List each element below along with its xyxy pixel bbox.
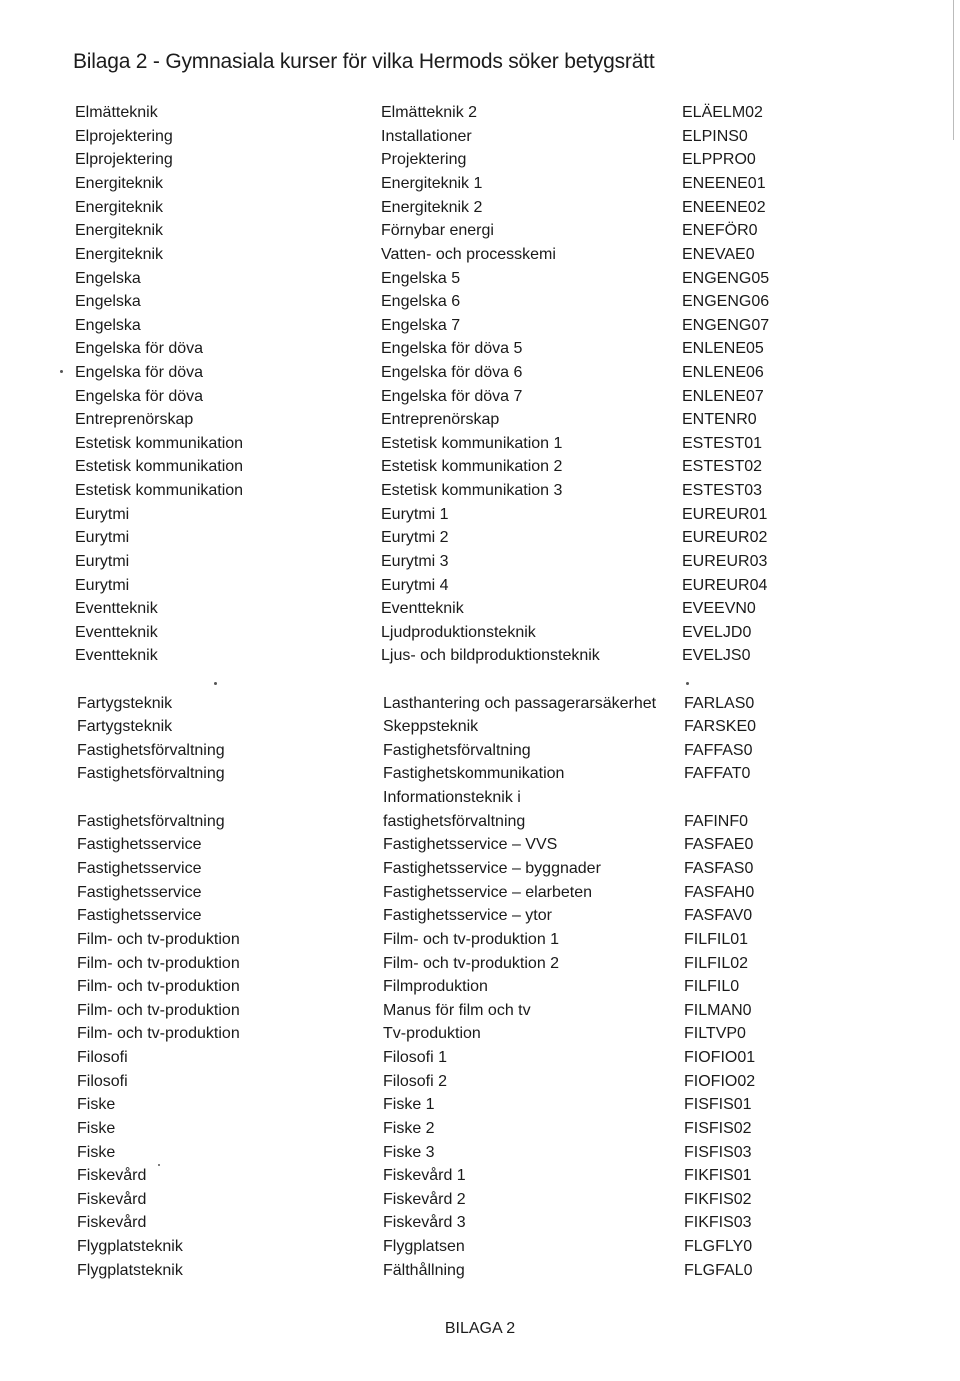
subject-name: Fastighetsförvaltning [77,813,225,830]
subject-name: Engelska för döva [75,364,204,381]
subject-name: Engelska [75,317,141,334]
subject-name: Estetisk kommunikation [75,482,244,499]
subject-name: Elmätteknik [75,104,158,121]
subject-name: Energiteknik [75,199,164,216]
course-code: FLGFAL0 [684,1262,753,1279]
course-code: FASFAE0 [684,836,754,853]
course-code: FIOFIO01 [684,1049,756,1066]
course-name: Engelska för döva 7 [381,388,523,405]
course-code: ENTENR0 [682,411,757,428]
course-name: Engelska för döva 6 [381,364,523,381]
course-code: FASFAS0 [684,860,754,877]
course-name: Fälthållning [383,1262,465,1279]
subject-name: Estetisk kommunikation [75,458,244,475]
subject-name: Fastighetsförvaltning [77,742,225,759]
course-code: FIKFIS01 [684,1167,752,1184]
course-name: Eurytmi 1 [381,506,449,523]
course-code: ENEFÖR0 [682,222,758,239]
scan-speck [214,682,217,685]
course-code: EUREUR03 [682,553,768,570]
subject-name: Flygplatsteknik [77,1238,183,1255]
course-name: Energiteknik 1 [381,175,483,192]
course-code: ENLENE07 [682,388,764,405]
subject-name: Fartygsteknik [77,718,173,735]
course-code: FILMAN0 [684,1002,752,1019]
course-name: Film- och tv-produktion 1 [383,931,560,948]
subject-name: Fastighetsservice [77,884,202,901]
course-name: Fastighetsförvaltning [383,742,531,759]
course-name: Engelska 6 [381,293,461,310]
subject-name: Fiske [77,1144,116,1161]
subject-name: Fartygsteknik [77,695,173,712]
subject-name: Fiske [77,1120,116,1137]
subject-name: Fastighetsförvaltning [77,765,225,782]
scan-speck [158,1164,160,1166]
subject-name: Film- och tv-produktion [77,955,240,972]
course-name: Engelska 5 [381,270,461,287]
subject-name: Estetisk kommunikation [75,435,244,452]
course-name: Fastighetsservice – elarbeten [383,884,592,901]
course-name: Fastighetsservice – ytor [383,907,552,924]
course-name: Vatten- och processkemi [381,246,556,263]
course-name: Förnybar energi [381,222,494,239]
course-code: FASFAH0 [684,884,755,901]
course-code: FIKFIS03 [684,1214,752,1231]
subject-name: Engelska för döva [75,340,204,357]
course-name: Fastighetsservice – byggnader [383,860,601,877]
subject-name: Eventteknik [75,600,158,617]
subject-name: Eurytmi [75,553,130,570]
subject-name: Film- och tv-produktion [77,931,240,948]
course-name: Ljus- och bildproduktionsteknik [381,647,600,664]
course-name: Eventteknik [381,600,464,617]
subject-name: Fiske [77,1096,116,1113]
scan-speck [686,682,689,685]
course-code: FAFINF0 [684,813,749,830]
course-code: ENGENG06 [682,293,770,310]
subject-name: Fastighetsservice [77,860,202,877]
course-name: Engelska 7 [381,317,461,334]
subject-name: Filosofi [77,1073,128,1090]
subject-name: Fastighetsservice [77,836,202,853]
subject-name: Eventteknik [75,647,158,664]
subject-name: Film- och tv-produktion [77,1002,240,1019]
course-code: ENLENE05 [682,340,764,357]
subject-name: Energiteknik [75,246,164,263]
course-code: FILTVP0 [684,1025,746,1042]
course-code: FAFFAS0 [684,742,753,759]
course-name: Projektering [381,151,467,168]
course-code: FILFIL0 [684,978,740,995]
course-code: ELPPRO0 [682,151,756,168]
course-code: ENEVAE0 [682,246,755,263]
course-code: EVELJS0 [682,647,751,664]
course-code: FIOFIO02 [684,1073,756,1090]
subject-name: Energiteknik [75,175,164,192]
course-code: EUREUR02 [682,529,768,546]
course-code: FILFIL01 [684,931,749,948]
course-name: Filmproduktion [383,978,488,995]
course-name: Engelska för döva 5 [381,340,523,357]
course-name: Estetisk kommunikation 1 [381,435,563,452]
course-code: FLGFLY0 [684,1238,753,1255]
course-code: FAFFAT0 [684,765,751,782]
course-code: FISFIS01 [684,1096,752,1113]
course-name: Flygplatsen [383,1238,465,1255]
course-name: Energiteknik 2 [381,199,483,216]
subject-name: Energiteknik [75,222,164,239]
subject-name: Elprojektering [75,128,173,145]
course-code: EVEEVN0 [682,600,756,617]
course-name: Tv-produktion [383,1025,481,1042]
course-name: Eurytmi 3 [381,553,449,570]
course-code: FISFIS03 [684,1144,752,1161]
course-code: FISFIS02 [684,1120,752,1137]
subject-name: Engelska [75,293,141,310]
course-code: ENEENE01 [682,175,766,192]
subject-name: Filosofi [77,1049,128,1066]
subject-name: Entreprenörskap [75,411,194,428]
subject-name: Eurytmi [75,506,130,523]
course-name: Film- och tv-produktion 2 [383,955,560,972]
course-name: Fiske 1 [383,1096,435,1113]
course-name: Manus för film och tv [383,1002,531,1019]
course-name: Fastighetskommunikation [383,765,565,782]
subject-name: Eurytmi [75,529,130,546]
subject-name: Film- och tv-produktion [77,1025,240,1042]
course-code: ENLENE06 [682,364,764,381]
course-code: ENEENE02 [682,199,766,216]
course-code: ESTEST01 [682,435,763,452]
scan-speck [60,370,63,373]
subject-name: Elprojektering [75,151,173,168]
scan-edge-line [953,0,954,140]
course-code: FIKFIS02 [684,1191,752,1208]
course-name: Estetisk kommunikation 3 [381,482,563,499]
course-name: Fiskevård 3 [383,1214,466,1231]
page-title: Bilaga 2 - Gymnasiala kurser för vilka Hermods söker betygsrätt [73,50,655,73]
course-name: Informationsteknik i fastighetsförvaltning [383,789,526,830]
course-code: FARSKE0 [684,718,757,735]
course-name: Fiske 2 [383,1120,435,1137]
course-name: Entreprenörskap [381,411,500,428]
course-code: EVELJD0 [682,624,752,641]
subject-name: Engelska för döva [75,388,204,405]
subject-name: Fiskevård [77,1214,147,1231]
course-name: Installationer [381,128,472,145]
course-name: Estetisk kommunikation 2 [381,458,563,475]
course-code: ELPINS0 [682,128,748,145]
course-name: Eurytmi 2 [381,529,449,546]
course-code: FILFIL02 [684,955,749,972]
course-name: Filosofi 2 [383,1073,448,1090]
course-name: Fastighetsservice – VVS [383,836,558,853]
subject-name: Flygplatsteknik [77,1262,183,1279]
course-name: Skeppsteknik [383,718,479,735]
course-name: Fiskevård 2 [383,1191,466,1208]
course-code: FARLAS0 [684,695,755,712]
course-code: EUREUR04 [682,577,768,594]
subject-name: Engelska [75,270,141,287]
course-name: Lasthantering och passagerarsäkerhet [383,695,657,712]
course-code: ENGENG05 [682,270,770,287]
subject-name: Eurytmi [75,577,130,594]
page-footer: BILAGA 2 [444,1320,516,1337]
course-name: Filosofi 1 [383,1049,448,1066]
course-code: ENGENG07 [682,317,770,334]
course-code: ESTEST03 [682,482,763,499]
course-name: Fiske 3 [383,1144,435,1161]
subject-name: Eventteknik [75,624,158,641]
subject-name: Fastighetsservice [77,907,202,924]
subject-name: Fiskevård [77,1191,147,1208]
subject-name: Film- och tv-produktion [77,978,240,995]
subject-name: Fiskevård [77,1167,147,1184]
course-name: Elmätteknik 2 [381,104,478,121]
course-code: ELÄELM02 [682,104,763,121]
course-name: Fiskevård 1 [383,1167,466,1184]
course-code: FASFAV0 [684,907,753,924]
course-code: ESTEST02 [682,458,763,475]
course-code: EUREUR01 [682,506,768,523]
course-name: Eurytmi 4 [381,577,449,594]
course-name: Ljudproduktionsteknik [381,624,536,641]
